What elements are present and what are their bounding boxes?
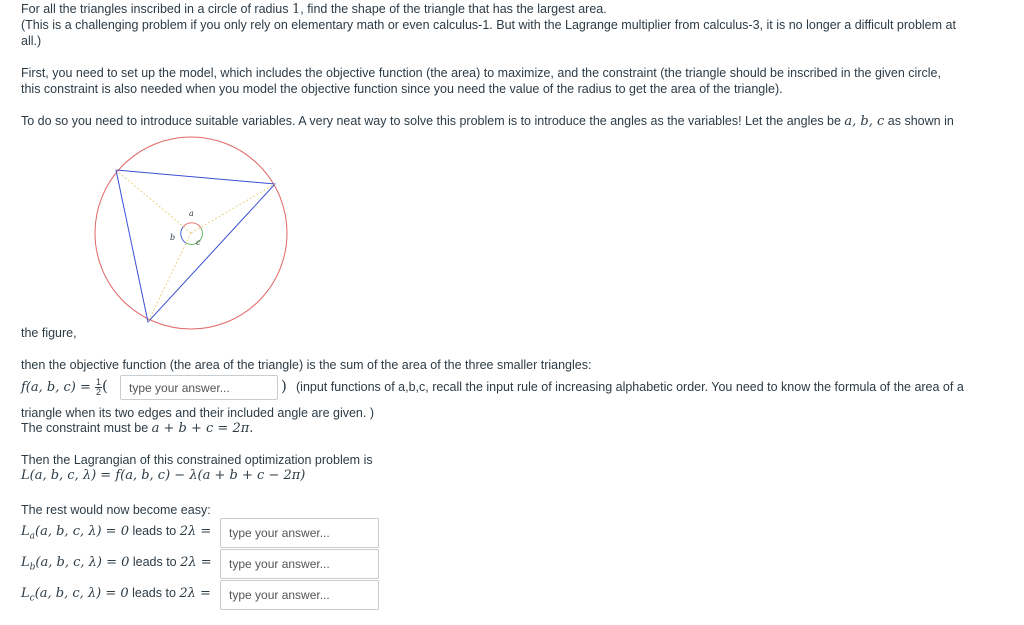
problem-text-tail: , find the shape of the triangle that has the largest area. xyxy=(300,2,607,16)
rest-intro: The rest would now become easy: xyxy=(21,503,211,517)
figure-caption: the figure, xyxy=(21,326,77,340)
angle-label-a: a xyxy=(189,209,194,218)
constraint-equation: a + b + c = 2π. xyxy=(151,421,254,436)
lagrangian-intro: Then the Lagrangian of this constrained optimization problem is xyxy=(21,453,373,467)
partial-c-mid: leads to xyxy=(128,586,180,600)
partial-b-args: (a, b, c, λ) = 0 xyxy=(35,555,130,570)
partial-c-answer-input[interactable] xyxy=(220,580,379,610)
problem-line-2: (This is a challenging problem if you only rely on elementary math or even calculus-1. But with the Lagrange multiplier from calculus-3, it is no longer a difficult problem at xyxy=(21,18,956,32)
partial-b-lhs: L xyxy=(21,555,30,570)
objective-lhs: f(a, b, c) = xyxy=(21,380,95,395)
fraction-numerator: 1 xyxy=(96,377,102,388)
partial-b-rhs: 2λ = xyxy=(180,555,212,570)
close-paren: ) xyxy=(281,377,287,395)
lagrangian-formula: L(a, b, c, λ) = f(a, b, c) − λ(a + b + c − 2π) xyxy=(21,468,306,483)
partial-c-rhs: 2λ = xyxy=(179,586,211,601)
one-half-fraction xyxy=(95,378,102,397)
partial-c-row xyxy=(21,586,211,604)
angle-arc-b xyxy=(181,227,186,243)
problem-line-3: all.) xyxy=(21,34,42,48)
partial-b-answer-input[interactable] xyxy=(220,549,379,579)
variables-math: a, b, c xyxy=(844,114,885,129)
partial-c-lhs: L xyxy=(21,586,30,601)
partial-b-sub: b xyxy=(29,562,36,573)
partial-a-rhs: 2λ = xyxy=(179,524,212,539)
objective-formula xyxy=(21,377,108,397)
fraction-denominator: 2 xyxy=(96,387,102,398)
partial-c-placeholder: type your answer... xyxy=(229,588,330,602)
partial-a-answer-input[interactable] xyxy=(220,518,379,548)
problem-line-1 xyxy=(21,2,607,17)
partial-b-mid: leads to xyxy=(129,555,181,569)
objective-intro: then the objective function (the area of the triangle) is the sum of the area of the three smaller triangles: xyxy=(21,358,592,372)
constraint-label: The constraint must be xyxy=(21,421,152,435)
partial-a-sub: a xyxy=(29,531,36,542)
angle-arc-a xyxy=(183,223,201,228)
variables-text: To do so you need to introduce suitable variables. A very neat way to solve this problem is to introduce the angles as the variables! Let the angles be xyxy=(21,114,845,128)
partial-a-lhs: L xyxy=(21,524,30,539)
constraint-line xyxy=(21,421,253,436)
variables-text-tail: as shown in xyxy=(884,114,954,128)
partial-a-mid: leads to xyxy=(128,524,180,538)
objective-answer-input[interactable] xyxy=(120,375,278,400)
partial-b-placeholder: type your answer... xyxy=(229,557,330,571)
angle-label-b: b xyxy=(170,233,176,242)
objective-hint-line-1: (input functions of a,b,c, recall the input rule of increasing alphabetic order. You need to know the formula of the area of a xyxy=(296,380,964,394)
setup-line-1: First, you need to set up the model, which includes the objective function (the area) to maximize, and the constraint (the triangle should be inscribed in the given circle, xyxy=(21,66,941,80)
partial-b-row xyxy=(21,555,212,573)
problem-text: For all the triangles inscribed in a circle of radius xyxy=(21,2,292,16)
partial-a-row xyxy=(21,524,211,542)
partial-c-args: (a, b, c, λ) = 0 xyxy=(34,586,129,601)
open-paren: ( xyxy=(102,377,108,395)
variables-line xyxy=(21,114,954,129)
radius-line-2 xyxy=(191,184,275,233)
objective-answer-placeholder: type your answer... xyxy=(129,380,230,395)
radius-line-3 xyxy=(148,233,191,322)
partial-c-sub: c xyxy=(29,593,35,604)
radius-value: 1 xyxy=(291,2,301,17)
inscribed-triangle-figure xyxy=(90,135,292,331)
setup-line-2: this constraint is also needed when you model the objective function since you need the value of the radius to get the area of the triangle). xyxy=(21,82,783,96)
objective-hint-line-2: triangle when its two edges and their included angle are given. ) xyxy=(21,406,374,420)
partial-a-args: (a, b, c, λ) = 0 xyxy=(35,524,129,539)
partial-a-placeholder: type your answer... xyxy=(229,526,330,540)
angle-label-c: c xyxy=(196,238,201,247)
